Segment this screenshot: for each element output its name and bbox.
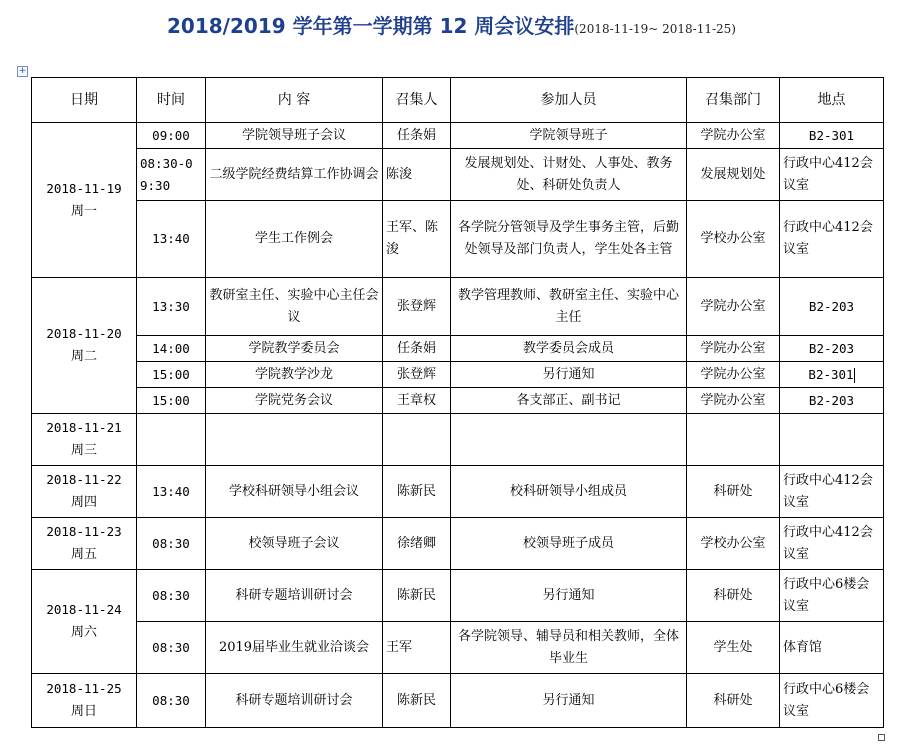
time-cell[interactable]: 08:30 <box>137 518 206 570</box>
attendees-cell[interactable] <box>451 414 687 466</box>
place-cell[interactable] <box>780 414 884 466</box>
place-cell[interactable]: B2-203 <box>780 388 884 414</box>
day-weekday: 周三 <box>70 443 97 458</box>
table-row <box>32 414 884 466</box>
content-cell[interactable] <box>206 414 383 466</box>
content-cell[interactable]: 二级学院经费结算工作协调会 <box>206 149 383 201</box>
dept-cell[interactable]: 科研处 <box>687 466 780 518</box>
title-main: 2018/2019 学年第一学期第 12 周会议安排 <box>167 14 575 38</box>
time-cell[interactable]: 08:30 <box>137 622 206 674</box>
time-cell[interactable]: 13:40 <box>137 201 206 278</box>
place-cell[interactable]: 行政中心412会议室 <box>780 149 884 201</box>
day-date: 2018-11-22 <box>46 472 122 487</box>
place-cell[interactable]: 行政中心6楼会议室 <box>780 570 884 622</box>
dept-cell[interactable]: 学生处 <box>687 622 780 674</box>
convener-cell[interactable]: 王军、陈浚 <box>383 201 451 278</box>
day-weekday: 周六 <box>70 625 97 640</box>
dept-cell[interactable]: 学院办公室 <box>687 278 780 336</box>
place-cell[interactable] <box>780 362 884 388</box>
day-weekday: 周二 <box>70 349 97 364</box>
place-text: B2-301 <box>808 366 854 382</box>
dept-cell[interactable]: 学院办公室 <box>687 123 780 149</box>
dept-cell[interactable]: 科研处 <box>687 570 780 622</box>
dept-cell[interactable]: 学院办公室 <box>687 336 780 362</box>
convener-cell[interactable]: 陈新民 <box>383 466 451 518</box>
day-cell[interactable] <box>32 674 137 728</box>
content-cell[interactable]: 2019届毕业生就业洽谈会 <box>206 622 383 674</box>
day-cell[interactable] <box>32 466 137 518</box>
day-date: 2018-11-21 <box>46 420 122 435</box>
dept-cell[interactable]: 科研处 <box>687 674 780 728</box>
time-cell[interactable] <box>137 414 206 466</box>
content-cell[interactable]: 科研专题培训研讨会 <box>206 570 383 622</box>
day-date: 2018-11-25 <box>46 681 122 696</box>
convener-cell[interactable]: 张登辉 <box>383 278 451 336</box>
attendees-cell[interactable]: 发展规划处、计财处、人事处、教务处、科研处负责人 <box>451 149 687 201</box>
table-row <box>32 336 884 362</box>
place-cell[interactable]: B2-301 <box>780 123 884 149</box>
attendees-cell[interactable]: 各支部正、副书记 <box>451 388 687 414</box>
header-dept: 召集部门 <box>687 78 780 123</box>
move-handle-icon[interactable]: + <box>18 66 27 76</box>
convener-cell[interactable]: 徐绪卿 <box>383 518 451 570</box>
convener-cell[interactable]: 任条娟 <box>383 336 451 362</box>
attendees-cell[interactable]: 各学院分管领导及学生事务主管，后勤处领导及部门负责人，学生处各主管 <box>451 201 687 278</box>
table-row <box>32 123 884 149</box>
content-cell[interactable]: 科研专题培训研讨会 <box>206 674 383 728</box>
place-cell[interactable]: 行政中心412会议室 <box>780 466 884 518</box>
table-row <box>32 149 884 201</box>
time-cell[interactable]: 15:00 <box>137 362 206 388</box>
content-cell[interactable]: 学院党务会议 <box>206 388 383 414</box>
title-date-range: (2018-11-19~ 2018-11-25) <box>574 22 736 36</box>
table-row <box>32 466 884 518</box>
attendees-cell[interactable]: 学院领导班子 <box>451 123 687 149</box>
resize-handle-icon[interactable] <box>878 734 885 741</box>
content-cell[interactable]: 学院教学沙龙 <box>206 362 383 388</box>
table-row <box>32 278 884 336</box>
convener-cell[interactable]: 陈新民 <box>383 674 451 728</box>
header-row <box>32 78 884 123</box>
day-cell[interactable] <box>32 278 137 414</box>
schedule-table <box>31 77 884 728</box>
time-cell[interactable]: 08:30 <box>137 570 206 622</box>
day-date: 2018-11-23 <box>46 524 122 539</box>
place-cell[interactable]: 体育馆 <box>780 622 884 674</box>
table-row <box>32 570 884 622</box>
time-cell[interactable]: 08:30 <box>137 674 206 728</box>
day-weekday: 周四 <box>70 495 97 510</box>
convener-cell[interactable]: 任条娟 <box>383 123 451 149</box>
dept-cell[interactable] <box>687 414 780 466</box>
header-place: 地点 <box>780 78 884 123</box>
header-attendees: 参加人员 <box>451 78 687 123</box>
table-row <box>32 201 884 278</box>
day-cell[interactable] <box>32 518 137 570</box>
time-cell[interactable]: 09:00 <box>137 123 206 149</box>
attendees-cell[interactable]: 教学管理教师、教研室主任、实验中心主任 <box>451 278 687 336</box>
time-cell[interactable]: 08:30-09:30 <box>137 149 206 201</box>
table-row <box>32 518 884 570</box>
place-cell[interactable]: 行政中心412会议室 <box>780 201 884 278</box>
header-content: 内 容 <box>206 78 383 123</box>
place-cell[interactable]: 行政中心412会议室 <box>780 518 884 570</box>
convener-cell[interactable]: 王军 <box>383 622 451 674</box>
attendees-cell[interactable]: 教学委员会成员 <box>451 336 687 362</box>
day-cell[interactable] <box>32 414 137 466</box>
day-weekday: 周五 <box>70 547 97 562</box>
dept-cell[interactable]: 学院办公室 <box>687 362 780 388</box>
content-cell[interactable]: 教研室主任、实验中心主任会议 <box>206 278 383 336</box>
attendees-cell[interactable]: 各学院领导、辅导员和相关教师，全体毕业生 <box>451 622 687 674</box>
table-row <box>32 362 884 388</box>
convener-cell[interactable]: 陈浚 <box>383 149 451 201</box>
time-cell[interactable]: 15:00 <box>137 388 206 414</box>
attendees-cell[interactable]: 另行通知 <box>451 362 687 388</box>
day-weekday: 周日 <box>70 704 97 719</box>
convener-cell[interactable]: 张登辉 <box>383 362 451 388</box>
time-cell[interactable]: 13:30 <box>137 278 206 336</box>
content-cell[interactable]: 学生工作例会 <box>206 201 383 278</box>
table-row <box>32 622 884 674</box>
attendees-cell[interactable]: 另行通知 <box>451 570 687 622</box>
page-title <box>0 10 903 39</box>
table-row <box>32 674 884 728</box>
content-cell[interactable]: 学院教学委员会 <box>206 336 383 362</box>
header-convener: 召集人 <box>383 78 451 123</box>
header-date: 日期 <box>32 78 137 123</box>
text-cursor <box>854 368 855 383</box>
place-cell[interactable]: 行政中心6楼会议室 <box>780 674 884 728</box>
dept-cell[interactable]: 发展规划处 <box>687 149 780 201</box>
day-date: 2018-11-20 <box>46 326 122 341</box>
day-cell[interactable] <box>32 123 137 278</box>
time-cell[interactable]: 14:00 <box>137 336 206 362</box>
dept-cell[interactable]: 学校办公室 <box>687 518 780 570</box>
attendees-cell[interactable]: 校领导班子成员 <box>451 518 687 570</box>
dept-cell[interactable]: 学校办公室 <box>687 201 780 278</box>
convener-cell[interactable]: 王章权 <box>383 388 451 414</box>
attendees-cell[interactable]: 另行通知 <box>451 674 687 728</box>
attendees-cell[interactable]: 校科研领导小组成员 <box>451 466 687 518</box>
time-cell[interactable]: 13:40 <box>137 466 206 518</box>
day-cell[interactable] <box>32 570 137 674</box>
day-date: 2018-11-19 <box>46 180 122 196</box>
content-cell[interactable]: 学院领导班子会议 <box>206 123 383 149</box>
content-cell[interactable]: 校领导班子会议 <box>206 518 383 570</box>
day-date: 2018-11-24 <box>46 602 122 617</box>
dept-cell[interactable]: 学院办公室 <box>687 388 780 414</box>
place-cell[interactable]: B2-203 <box>780 336 884 362</box>
header-time: 时间 <box>137 78 206 123</box>
content-cell[interactable]: 学校科研领导小组会议 <box>206 466 383 518</box>
place-cell[interactable]: B2-203 <box>780 278 884 336</box>
convener-cell[interactable]: 陈新民 <box>383 570 451 622</box>
table-row <box>32 388 884 414</box>
day-weekday: 周一 <box>70 203 97 219</box>
convener-cell[interactable] <box>383 414 451 466</box>
